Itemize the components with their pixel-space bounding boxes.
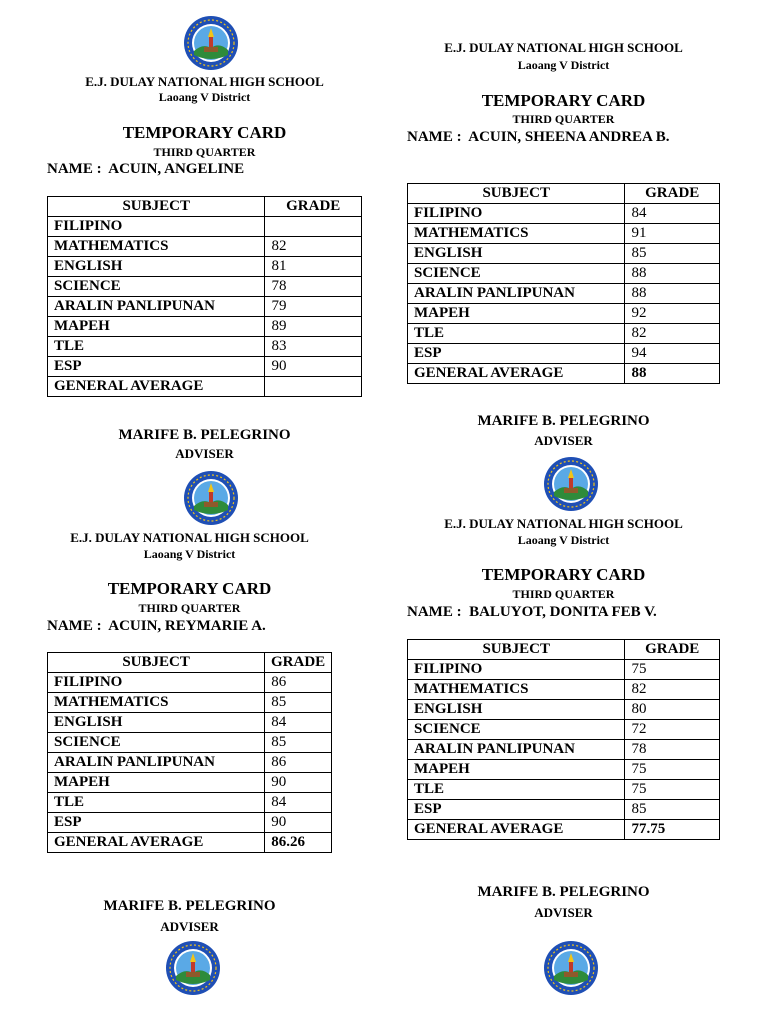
school-district: Laoang V District bbox=[517, 58, 610, 72]
table-row: TLE 84 bbox=[48, 793, 332, 813]
adviser-name: MARIFE B. PELEGRINO bbox=[118, 427, 291, 443]
grade-header: GRADE bbox=[625, 184, 720, 204]
school-name: E.J. DULAY NATIONAL HIGH SCHOOL bbox=[444, 40, 683, 55]
temporary-card-2 bbox=[407, 38, 720, 458]
general-average-row: GENERAL AVERAGE 77.75 bbox=[408, 820, 720, 840]
card-title: TEMPORARY CARD bbox=[481, 91, 646, 110]
student-name-line bbox=[407, 604, 657, 621]
name-label: NAME : bbox=[47, 618, 102, 634]
student-name: BALUYOT, DONITA FEB V. bbox=[469, 604, 657, 620]
adviser-role: ADVISER bbox=[175, 446, 234, 461]
table-row: MATHEMATICS 82 bbox=[48, 237, 362, 257]
card-title: TEMPORARY CARD bbox=[481, 565, 646, 584]
table-row: TLE 83 bbox=[48, 337, 362, 357]
table-row: MAPEH 89 bbox=[48, 317, 362, 337]
table-row: MATHEMATICS 82 bbox=[408, 680, 720, 700]
table-header-row bbox=[408, 184, 720, 204]
quarter-label: THIRD QUARTER bbox=[138, 601, 241, 615]
table-row: SCIENCE 72 bbox=[408, 720, 720, 740]
table-row: TLE 75 bbox=[408, 780, 720, 800]
general-average-row: GENERAL AVERAGE bbox=[48, 377, 362, 397]
subject-header: SUBJECT bbox=[408, 640, 625, 660]
table-header-row bbox=[408, 640, 720, 660]
table-row: ENGLISH 81 bbox=[48, 257, 362, 277]
temporary-card-1 bbox=[47, 72, 362, 461]
table-row: ESP 85 bbox=[408, 800, 720, 820]
table-row: SCIENCE 88 bbox=[408, 264, 720, 284]
adviser-name: MARIFE B. PELEGRINO bbox=[477, 884, 650, 900]
adviser-name: MARIFE B. PELEGRINO bbox=[103, 898, 276, 914]
student-name-line bbox=[407, 129, 720, 146]
quarter-label: THIRD QUARTER bbox=[153, 145, 256, 159]
table-row: ENGLISH 85 bbox=[408, 244, 720, 264]
school-seal-logo bbox=[543, 940, 599, 996]
card-title: TEMPORARY CARD bbox=[107, 579, 272, 598]
school-name: E.J. DULAY NATIONAL HIGH SCHOOL bbox=[70, 530, 309, 545]
school-district: Laoang V District bbox=[517, 533, 610, 547]
table-header-row bbox=[48, 653, 332, 673]
grade-header: GRADE bbox=[265, 197, 362, 217]
temporary-card-4 bbox=[407, 514, 720, 924]
grades-table bbox=[407, 183, 720, 384]
subject-header: SUBJECT bbox=[48, 197, 265, 217]
student-name: ACUIN, SHEENA ANDREA B. bbox=[468, 129, 670, 145]
adviser-role: ADVISER bbox=[160, 919, 219, 934]
table-row: ARALIN PANLIPUNAN 86 bbox=[48, 753, 332, 773]
school-seal-logo bbox=[183, 15, 239, 71]
table-row: MATHEMATICS 85 bbox=[48, 693, 332, 713]
table-row: MAPEH 90 bbox=[48, 773, 332, 793]
name-label: NAME : bbox=[47, 161, 102, 177]
table-row: ENGLISH 80 bbox=[408, 700, 720, 720]
grades-table bbox=[47, 652, 332, 853]
name-label: NAME : bbox=[407, 604, 462, 620]
subject-header: SUBJECT bbox=[408, 184, 625, 204]
adviser-role: ADVISER bbox=[534, 433, 593, 448]
table-row: ARALIN PANLIPUNAN 88 bbox=[408, 284, 720, 304]
table-header-row bbox=[48, 197, 362, 217]
quarter-label: THIRD QUARTER bbox=[512, 112, 615, 126]
table-row: FILIPINO 75 bbox=[408, 660, 720, 680]
table-row: FILIPINO 84 bbox=[408, 204, 720, 224]
name-label: NAME : bbox=[407, 129, 462, 145]
student-name-line bbox=[47, 161, 244, 178]
school-seal-logo bbox=[165, 940, 221, 996]
subject-header: SUBJECT bbox=[48, 653, 265, 673]
grade-header: GRADE bbox=[625, 640, 720, 660]
table-row: FILIPINO bbox=[48, 217, 362, 237]
grades-table bbox=[47, 196, 362, 397]
table-row: ESP 94 bbox=[408, 344, 720, 364]
table-row: ARALIN PANLIPUNAN 79 bbox=[48, 297, 362, 317]
quarter-label: THIRD QUARTER bbox=[512, 587, 615, 601]
school-district: Laoang V District bbox=[158, 90, 251, 104]
grade-header: GRADE bbox=[265, 653, 332, 673]
school-name: E.J. DULAY NATIONAL HIGH SCHOOL bbox=[85, 74, 324, 89]
table-row: SCIENCE 78 bbox=[48, 277, 362, 297]
school-name: E.J. DULAY NATIONAL HIGH SCHOOL bbox=[444, 516, 683, 531]
grades-table bbox=[407, 639, 720, 840]
table-row: MATHEMATICS 91 bbox=[408, 224, 720, 244]
table-row: ENGLISH 84 bbox=[48, 713, 332, 733]
student-name: ACUIN, REYMARIE A. bbox=[108, 618, 266, 634]
table-row: MAPEH 92 bbox=[408, 304, 720, 324]
table-row: TLE 82 bbox=[408, 324, 720, 344]
adviser-role: ADVISER bbox=[534, 905, 593, 920]
table-row: FILIPINO 86 bbox=[48, 673, 332, 693]
student-name-line bbox=[47, 618, 266, 635]
table-row: MAPEH 75 bbox=[408, 760, 720, 780]
table-row: ESP 90 bbox=[48, 357, 362, 377]
school-seal-logo bbox=[183, 470, 239, 526]
general-average-row: GENERAL AVERAGE 88 bbox=[408, 364, 720, 384]
table-row: SCIENCE 85 bbox=[48, 733, 332, 753]
general-average-row: GENERAL AVERAGE 86.26 bbox=[48, 833, 332, 853]
school-district: Laoang V District bbox=[143, 547, 236, 561]
school-seal-logo bbox=[543, 456, 599, 512]
student-name: ACUIN, ANGELINE bbox=[108, 161, 245, 177]
table-row: ESP 90 bbox=[48, 813, 332, 833]
card-title: TEMPORARY CARD bbox=[122, 123, 287, 142]
adviser-name: MARIFE B. PELEGRINO bbox=[477, 413, 650, 429]
table-row: ARALIN PANLIPUNAN 78 bbox=[408, 740, 720, 760]
temporary-card-3 bbox=[47, 528, 332, 938]
